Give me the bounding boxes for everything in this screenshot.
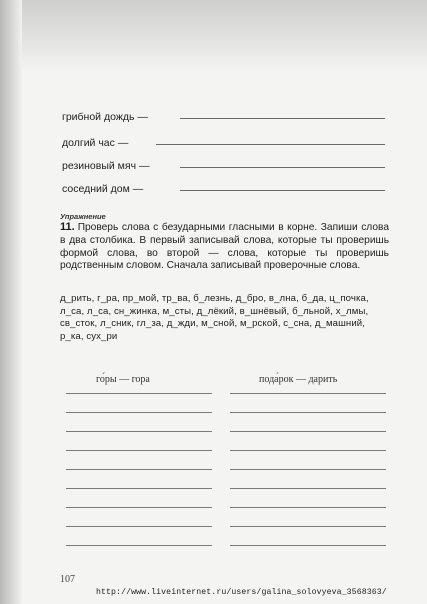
left-column-line[interactable]	[66, 526, 212, 527]
exercise-instruction	[60, 221, 389, 273]
word-list: д_рить, г_ра, пр_мой, тр_ва, б_лезнь, д_бро, в_лна, б_да, ц_почка, л_са, л_са, сн_жинка, м_сты, д_лёкий, в_шнёвый, б_льной, х_лмы, св_сток, л_сник, гл_за, д_жди, м_сной, м_рской, с_сна, д_машний, р_ка, сух_ри	[60, 293, 369, 343]
left-column-line[interactable]	[66, 431, 212, 432]
phrase-2: долгий час —	[62, 137, 129, 149]
exercise-instruction-text: Проверь слова с безударными гласными в корне. Запиши слова в два столбика. В первый записывай слова, которые ты проверишь формой слова, во второй — слова, которые ты проверишь родственным словом. Сначала записывай проверочные слова.	[60, 222, 389, 272]
phrase-1: грибной дождь —	[62, 111, 148, 123]
exercise-label: Упражнение	[60, 212, 106, 221]
left-column-line[interactable]	[66, 450, 212, 451]
watermark-url: http://www.liveinternet.ru/users/galina_solovyeva_3568363/	[96, 588, 387, 597]
left-column-line[interactable]	[66, 393, 212, 394]
answer-line-3[interactable]	[180, 167, 385, 168]
phrase-3: резиновый мяч —	[62, 160, 150, 172]
right-column-line[interactable]	[230, 507, 386, 508]
answer-line-1[interactable]	[180, 118, 385, 119]
left-column-line[interactable]	[66, 488, 212, 489]
right-column-line[interactable]	[230, 393, 386, 394]
right-column-line[interactable]	[230, 431, 386, 432]
left-column-line[interactable]	[66, 469, 212, 470]
left-column-example: го́ры — гора	[96, 374, 150, 385]
exercise-number: 11.	[60, 221, 75, 233]
page-shadow-top	[0, 0, 427, 72]
right-column-line[interactable]	[230, 545, 386, 546]
phrase-4: соседний дом —	[62, 183, 144, 195]
right-column-example: пода́рок — дарить	[259, 374, 338, 385]
left-column-line[interactable]	[66, 545, 212, 546]
right-column-line[interactable]	[230, 526, 386, 527]
answer-line-4[interactable]	[180, 190, 385, 191]
answer-line-2[interactable]	[156, 144, 385, 145]
left-column-line[interactable]	[66, 507, 212, 508]
right-column-line[interactable]	[230, 450, 386, 451]
right-column-line[interactable]	[230, 469, 386, 470]
page-spine-left	[0, 0, 22, 604]
right-column-line[interactable]	[230, 412, 386, 413]
left-column-line[interactable]	[66, 412, 212, 413]
right-column-line[interactable]	[230, 488, 386, 489]
page-number: 107	[60, 574, 75, 585]
